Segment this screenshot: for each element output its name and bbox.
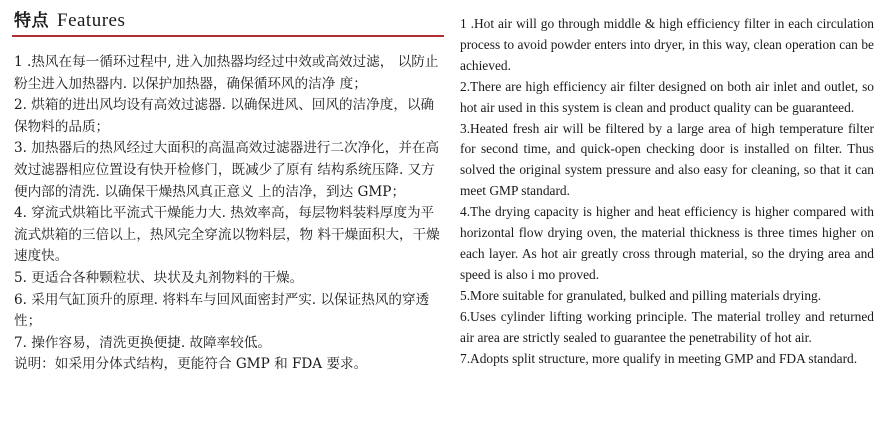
zh-feature-item: 1 .热风在每一循环过程中, 进入加热器均经过中效或高效过滤， 以防止粉尘进入加热器内. 以保护加热器，确保循环风的洁净 度；	[14, 54, 439, 92]
en-feature-item: 6.Uses cylinder lifting working principle. The material trolley and returned air area are strictly sealed to guarantee the penetrability of hot air.	[460, 308, 874, 345]
header-underline-rule	[12, 35, 444, 37]
english-feature-list	[460, 14, 874, 369]
en-feature-item: 2.There are high efficiency air filter designed on both air inlet and outlet, so hot air used in this system is clean and product quality can be guaranteed.	[460, 78, 874, 115]
section-title-chinese: 特点	[14, 11, 49, 31]
zh-feature-item: 6. 采用气缸顶升的原理. 将料车与回风面密封严实. 以保证热风的穿透性；	[14, 291, 430, 330]
zh-note: 说明：如采用分体式结构，更能符合 GMP 和 FDA 要求。	[14, 356, 368, 373]
en-feature-item: 1 .Hot air will go through middle & high efficiency filter in each circulation process to avoid powder enters into dryer, in this way, clean operation can be achieved.	[460, 16, 874, 73]
zh-feature-item: 4. 穿流式烘箱比平流式干燥能力大. 热效率高，每层物料装料厚度为平流式烘箱的三倍以上，热风完全穿流以物料层，物 料干燥面积大，干燥速度快。	[14, 205, 440, 265]
english-features-column	[460, 14, 874, 369]
chinese-features-column	[14, 6, 442, 376]
chinese-feature-list	[14, 52, 442, 376]
section-title-english: Features	[57, 10, 126, 31]
zh-feature-item: 7. 操作容易，清洗更换便捷. 故障率较低。	[14, 334, 272, 351]
zh-feature-item: 2. 烘箱的进出风均设有高效过滤器. 以确保进风、回风的洁净度，以确保物料的品质；	[14, 97, 435, 135]
en-feature-item: 7.Adopts split structure, more qualify in meeting GMP and FDA standard.	[460, 350, 858, 366]
en-feature-item: 4.The drying capacity is higher and heat efficiency is higher compared with horizontal flow drying oven, the material thickness is three times higher on each layer. As hot air greatly cross through material, so the drying area and speed is also i mo proved.	[460, 204, 874, 282]
zh-feature-item: 5. 更适合各种颗粒状、块状及丸剂物料的干燥。	[14, 269, 304, 286]
en-feature-item: 5.More suitable for granulated, bulked and pilling materials drying.	[460, 287, 822, 303]
en-feature-item: 3.Heated fresh air will be filtered by a large area of high temperature filter for second time, and quick-open checking door is installed on filter. Thus solved the original system pressure and also easy for cleaning, so that it can meet GMP standard.	[460, 120, 874, 199]
section-header	[14, 6, 442, 36]
section-title	[14, 6, 125, 35]
zh-feature-item: 3. 加热器后的热风经过大面积的高温高效过滤器进行二次净化，并在高效过滤器相应位置设有快开检修门，既减少了原有 结构系统压降. 又方便内部的清洗. 以确保干燥热风真正意义 上的洁净，到达 GMP；	[14, 140, 440, 200]
